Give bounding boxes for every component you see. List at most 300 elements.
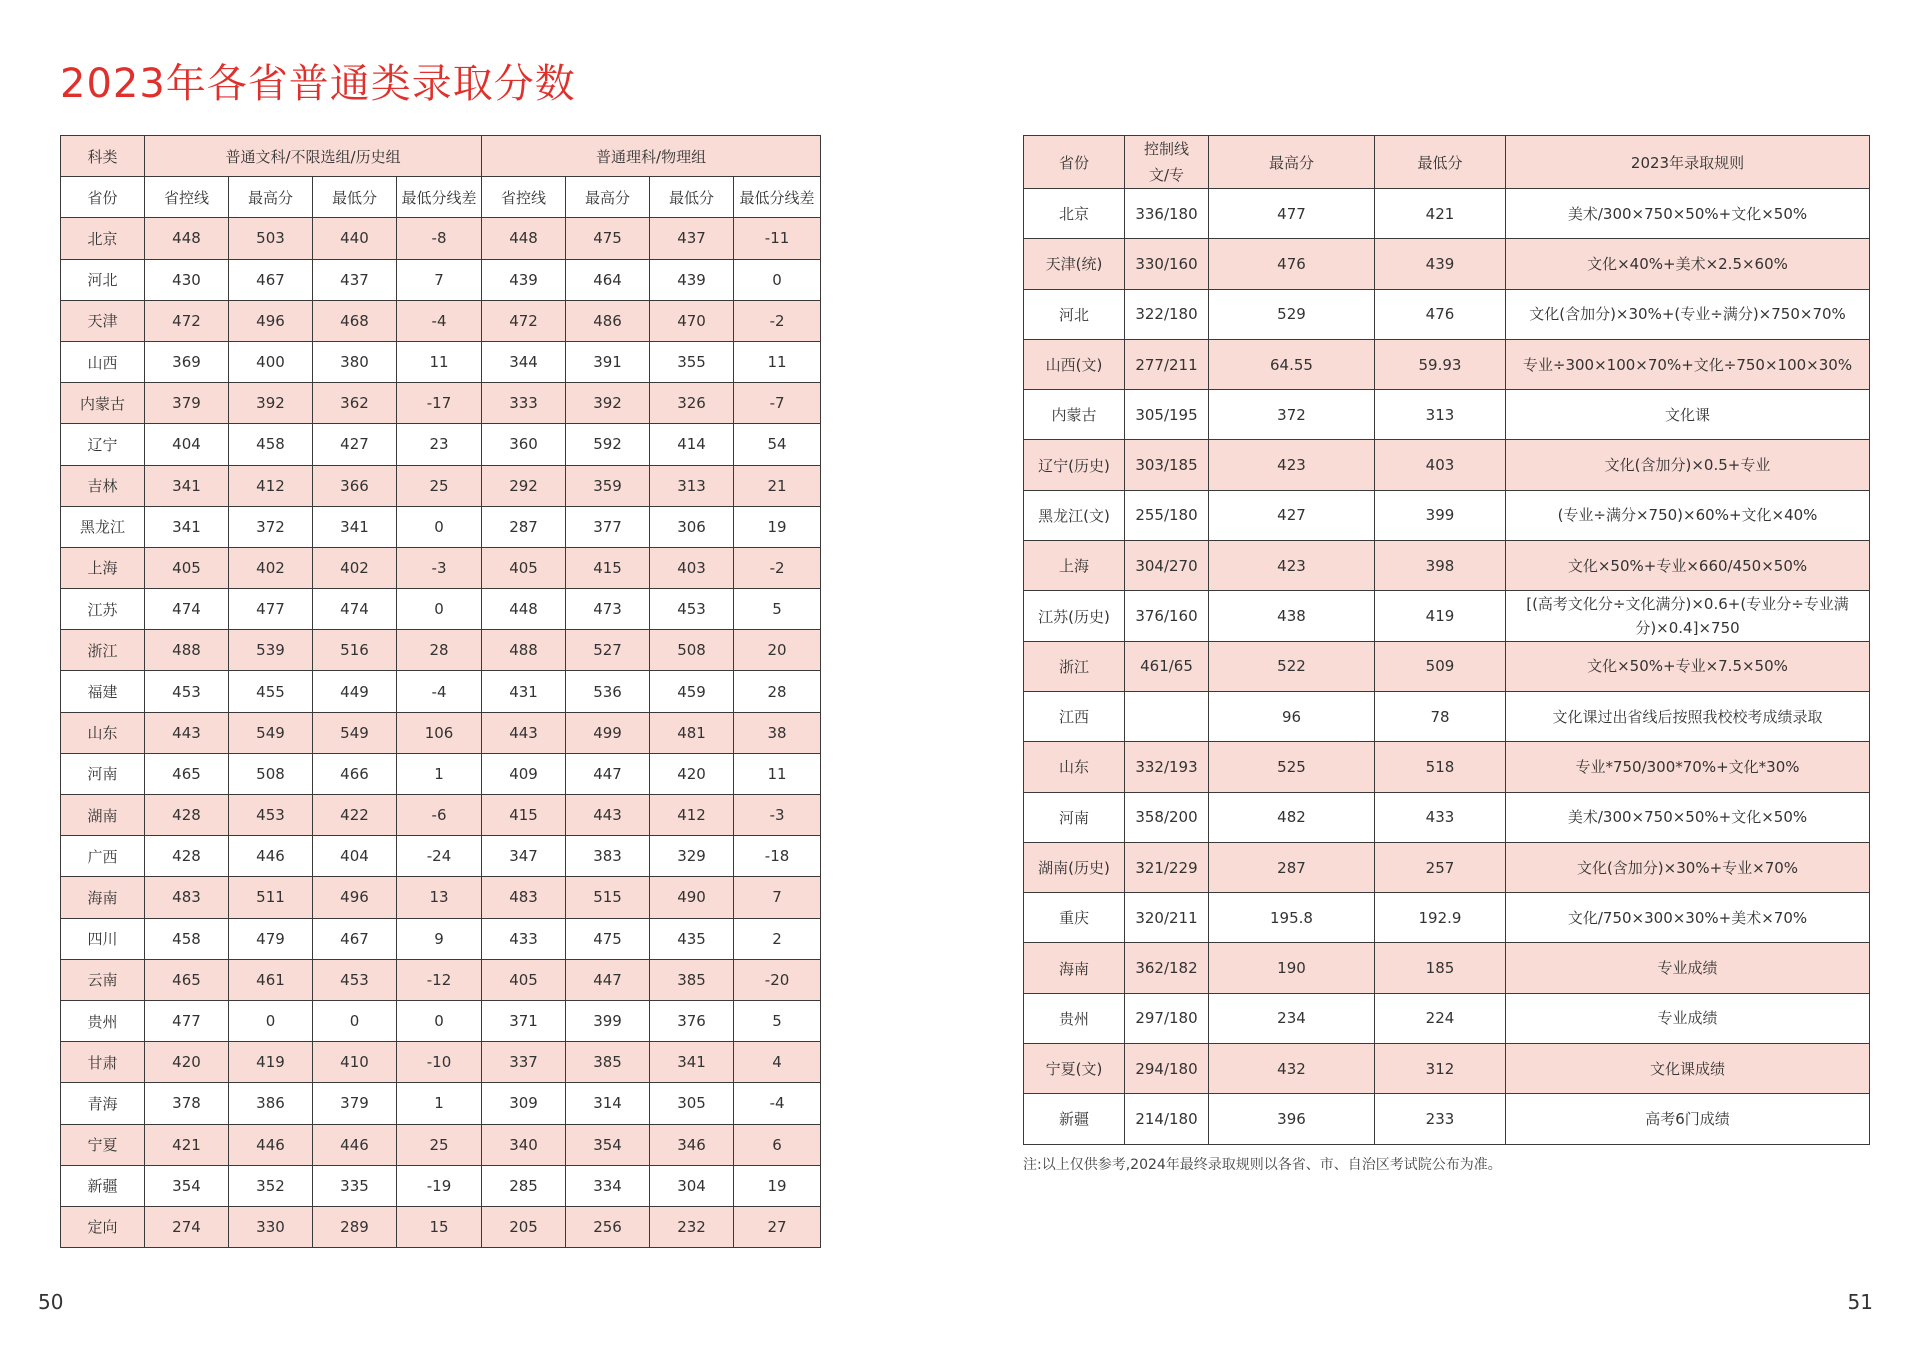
cell-min-1: 446 xyxy=(313,1124,397,1165)
cell-control-line-2: 360 xyxy=(482,424,566,465)
cell-min-2: 355 xyxy=(650,341,734,382)
cell-min-1: 335 xyxy=(313,1165,397,1206)
cell-min-1: 453 xyxy=(313,959,397,1000)
table-row xyxy=(61,1124,821,1165)
cell-province: 辽宁 xyxy=(61,424,145,465)
cell-min-1: 341 xyxy=(313,506,397,547)
cell-province: 甘肃 xyxy=(61,1042,145,1083)
cell-province: 上海 xyxy=(61,547,145,588)
cell-province: 黑龙江 xyxy=(61,506,145,547)
header-category-label: 科类 xyxy=(61,136,145,177)
cell-max-2: 334 xyxy=(566,1165,650,1206)
table-row xyxy=(61,877,821,918)
page-number-left: 50 xyxy=(38,1290,64,1314)
cell-max-1: 503 xyxy=(229,218,313,259)
header-group-science: 普通理科/物理组 xyxy=(482,136,821,177)
table-row xyxy=(61,341,821,382)
cell-max-1: 467 xyxy=(229,259,313,300)
cell-rule: 文化(含加分)×30%+专业×70% xyxy=(1506,842,1870,892)
cell-diff-1: -24 xyxy=(397,836,482,877)
cell-diff-1: 28 xyxy=(397,630,482,671)
table-row xyxy=(61,547,821,588)
cell-province: 福建 xyxy=(61,671,145,712)
cell-min-2: 313 xyxy=(650,465,734,506)
header-col-max-1: 最高分 xyxy=(229,177,313,218)
cell-max-2: 499 xyxy=(566,712,650,753)
table-row xyxy=(61,1206,821,1247)
table-row xyxy=(1024,993,1870,1043)
cell-province: 海南 xyxy=(61,877,145,918)
cell-control-line-1: 430 xyxy=(145,259,229,300)
table-row xyxy=(61,959,821,1000)
cell-province: 重庆 xyxy=(1024,893,1125,943)
cell-control-line: 461/65 xyxy=(1125,641,1209,691)
cell-control-line-1: 405 xyxy=(145,547,229,588)
cell-control-line-1: 274 xyxy=(145,1206,229,1247)
cell-min-1: 410 xyxy=(313,1042,397,1083)
cell-control-line-2: 433 xyxy=(482,918,566,959)
cell-province: 江西 xyxy=(1024,691,1125,741)
cell-province: 宁夏 xyxy=(61,1124,145,1165)
cell-control-line-1: 378 xyxy=(145,1083,229,1124)
cell-diff-1: 106 xyxy=(397,712,482,753)
cell-min-1: 404 xyxy=(313,836,397,877)
cell-max-1: 477 xyxy=(229,589,313,630)
cell-diff-1: -10 xyxy=(397,1042,482,1083)
cell-rule: 文化×50%+专业×7.5×50% xyxy=(1506,641,1870,691)
cell-max-2: 475 xyxy=(566,218,650,259)
cell-max: 423 xyxy=(1209,541,1375,591)
cell-diff-2: 5 xyxy=(734,589,821,630)
cell-province: 上海 xyxy=(1024,541,1125,591)
cell-max-1: 386 xyxy=(229,1083,313,1124)
header-col-min-2: 最低分 xyxy=(650,177,734,218)
cell-min-2: 376 xyxy=(650,1000,734,1041)
cell-province: 四川 xyxy=(61,918,145,959)
cell-province: 江苏 xyxy=(61,589,145,630)
cell-province: 北京 xyxy=(61,218,145,259)
cell-province: 辽宁(历史) xyxy=(1024,440,1125,490)
cell-max-2: 447 xyxy=(566,753,650,794)
cell-diff-1: 0 xyxy=(397,506,482,547)
header-col-diff-2: 最低分线差 xyxy=(734,177,821,218)
cell-max-2: 473 xyxy=(566,589,650,630)
cell-province: 新疆 xyxy=(61,1165,145,1206)
cell-min: 403 xyxy=(1375,440,1506,490)
cell-max-1: 453 xyxy=(229,795,313,836)
cell-control-line-1: 354 xyxy=(145,1165,229,1206)
cell-control-line: 321/229 xyxy=(1125,842,1209,892)
table-row xyxy=(61,383,821,424)
table-row xyxy=(61,259,821,300)
table-row xyxy=(1024,842,1870,892)
cell-max-1: 508 xyxy=(229,753,313,794)
cell-control-line-1: 453 xyxy=(145,671,229,712)
left-page-title: 2023年各省普通类录取分数 xyxy=(60,61,576,107)
header-max: 最高分 xyxy=(1209,136,1375,189)
cell-diff-2: 2 xyxy=(734,918,821,959)
header-group-liberal-arts: 普通文科/不限选组/历史组 xyxy=(145,136,482,177)
cell-min: 509 xyxy=(1375,641,1506,691)
cell-min: 78 xyxy=(1375,691,1506,741)
cell-diff-2: -2 xyxy=(734,300,821,341)
table-row xyxy=(1024,591,1870,641)
cell-diff-2: 19 xyxy=(734,506,821,547)
cell-control-line-1: 341 xyxy=(145,506,229,547)
cell-min-1: 0 xyxy=(313,1000,397,1041)
cell-min: 185 xyxy=(1375,943,1506,993)
header-row xyxy=(1024,136,1870,189)
cell-max-2: 314 xyxy=(566,1083,650,1124)
cell-province: 北京 xyxy=(1024,189,1125,239)
cell-min-1: 440 xyxy=(313,218,397,259)
cell-diff-2: -7 xyxy=(734,383,821,424)
page-number-right: 51 xyxy=(1847,1290,1873,1314)
cell-control-line-2: 448 xyxy=(482,589,566,630)
cell-diff-1: 25 xyxy=(397,465,482,506)
cell-max-1: 549 xyxy=(229,712,313,753)
cell-control-line-2: 405 xyxy=(482,959,566,1000)
cell-province: 湖南(历史) xyxy=(1024,842,1125,892)
cell-min-1: 362 xyxy=(313,383,397,424)
table-row xyxy=(61,506,821,547)
cell-control-line-1: 443 xyxy=(145,712,229,753)
header-province: 省份 xyxy=(1024,136,1125,189)
cell-max-2: 527 xyxy=(566,630,650,671)
table-row xyxy=(1024,490,1870,540)
cell-control-line-1: 465 xyxy=(145,959,229,1000)
table-row xyxy=(1024,792,1870,842)
cell-max-2: 354 xyxy=(566,1124,650,1165)
cell-control-line: 305/195 xyxy=(1125,390,1209,440)
table-row xyxy=(61,712,821,753)
table-row xyxy=(1024,742,1870,792)
cell-max-2: 592 xyxy=(566,424,650,465)
table-row xyxy=(1024,289,1870,339)
cell-diff-2: -3 xyxy=(734,795,821,836)
cell-control-line-2: 483 xyxy=(482,877,566,918)
cell-control-line-1: 474 xyxy=(145,589,229,630)
cell-control-line-1: 428 xyxy=(145,836,229,877)
table-row xyxy=(1024,440,1870,490)
cell-control-line-1: 369 xyxy=(145,341,229,382)
header-col-control-line-2: 省控线 xyxy=(482,177,566,218)
cell-max-1: 372 xyxy=(229,506,313,547)
cell-diff-2: 38 xyxy=(734,712,821,753)
cell-max-1: 511 xyxy=(229,877,313,918)
cell-diff-1: 1 xyxy=(397,1083,482,1124)
cell-control-line: 277/211 xyxy=(1125,339,1209,389)
cell-diff-2: 19 xyxy=(734,1165,821,1206)
table-row xyxy=(61,1083,821,1124)
cell-max-2: 536 xyxy=(566,671,650,712)
cell-min-1: 496 xyxy=(313,877,397,918)
header-col-control-line-1: 省控线 xyxy=(145,177,229,218)
table-row xyxy=(61,671,821,712)
table-row xyxy=(61,424,821,465)
cell-control-line-1: 488 xyxy=(145,630,229,671)
cell-max-1: 352 xyxy=(229,1165,313,1206)
cell-max-2: 447 xyxy=(566,959,650,1000)
cell-control-line-1: 448 xyxy=(145,218,229,259)
cell-min-2: 470 xyxy=(650,300,734,341)
cell-rule: 文化×40%+美术×2.5×60% xyxy=(1506,239,1870,289)
table-row xyxy=(61,753,821,794)
cell-diff-2: 6 xyxy=(734,1124,821,1165)
cell-min-1: 366 xyxy=(313,465,397,506)
cell-rule: 专业*750/300*70%+文化*30% xyxy=(1506,742,1870,792)
cell-control-line-2: 415 xyxy=(482,795,566,836)
cell-control-line-2: 409 xyxy=(482,753,566,794)
cell-diff-2: 54 xyxy=(734,424,821,465)
table-row xyxy=(61,795,821,836)
cell-min-2: 329 xyxy=(650,836,734,877)
cell-rule: 美术/300×750×50%+文化×50% xyxy=(1506,792,1870,842)
cell-min-1: 379 xyxy=(313,1083,397,1124)
cell-diff-2: -20 xyxy=(734,959,821,1000)
cell-min-2: 420 xyxy=(650,753,734,794)
cell-rule: [(高考文化分÷文化满分)×0.6+(专业分÷专业满分)×0.4]×750 xyxy=(1506,591,1870,641)
cell-min-1: 467 xyxy=(313,918,397,959)
cell-province: 海南 xyxy=(1024,943,1125,993)
cell-max-1: 402 xyxy=(229,547,313,588)
cell-min: 518 xyxy=(1375,742,1506,792)
cell-max-2: 464 xyxy=(566,259,650,300)
cell-rule: 美术/300×750×50%+文化×50% xyxy=(1506,189,1870,239)
cell-min: 192.9 xyxy=(1375,893,1506,943)
header-col-diff-1: 最低分线差 xyxy=(397,177,482,218)
header-min: 最低分 xyxy=(1375,136,1506,189)
cell-max-2: 415 xyxy=(566,547,650,588)
table-row xyxy=(61,918,821,959)
cell-province: 山东 xyxy=(1024,742,1125,792)
cell-max-1: 539 xyxy=(229,630,313,671)
table-row xyxy=(61,1165,821,1206)
cell-max-1: 446 xyxy=(229,836,313,877)
cell-control-line-1: 404 xyxy=(145,424,229,465)
cell-control-line-2: 333 xyxy=(482,383,566,424)
cell-province: 宁夏(文) xyxy=(1024,1044,1125,1094)
cell-max: 190 xyxy=(1209,943,1375,993)
cell-max: 96 xyxy=(1209,691,1375,741)
header-rule: 2023年录取规则 xyxy=(1506,136,1870,189)
table-row xyxy=(1024,541,1870,591)
cell-min: 312 xyxy=(1375,1044,1506,1094)
cell-diff-2: 11 xyxy=(734,753,821,794)
cell-max-1: 392 xyxy=(229,383,313,424)
cell-province: 浙江 xyxy=(1024,641,1125,691)
cell-min-2: 414 xyxy=(650,424,734,465)
cell-max: 372 xyxy=(1209,390,1375,440)
cell-diff-2: -11 xyxy=(734,218,821,259)
cell-max-2: 359 xyxy=(566,465,650,506)
cell-min-2: 346 xyxy=(650,1124,734,1165)
cell-min: 224 xyxy=(1375,993,1506,1043)
cell-rule: 专业÷300×100×70%+文化÷750×100×30% xyxy=(1506,339,1870,389)
cell-diff-2: 4 xyxy=(734,1042,821,1083)
cell-min: 419 xyxy=(1375,591,1506,641)
cell-max-1: 446 xyxy=(229,1124,313,1165)
cell-min: 398 xyxy=(1375,541,1506,591)
cell-rule: 专业成绩 xyxy=(1506,993,1870,1043)
cell-province: 吉林 xyxy=(61,465,145,506)
cell-control-line: 214/180 xyxy=(1125,1094,1209,1144)
cell-min-2: 435 xyxy=(650,918,734,959)
cell-max-2: 377 xyxy=(566,506,650,547)
table-row xyxy=(61,836,821,877)
cell-min: 257 xyxy=(1375,842,1506,892)
cell-control-line-2: 448 xyxy=(482,218,566,259)
cell-province: 定向 xyxy=(61,1206,145,1247)
table-row xyxy=(61,1042,821,1083)
cell-control-line-2: 309 xyxy=(482,1083,566,1124)
cell-diff-1: -8 xyxy=(397,218,482,259)
table-row xyxy=(1024,189,1870,239)
cell-diff-2: 20 xyxy=(734,630,821,671)
table-row xyxy=(61,630,821,671)
cell-min-2: 232 xyxy=(650,1206,734,1247)
cell-min-1: 466 xyxy=(313,753,397,794)
cell-min-2: 459 xyxy=(650,671,734,712)
cell-control-line: 358/200 xyxy=(1125,792,1209,842)
cell-min: 399 xyxy=(1375,490,1506,540)
cell-control-line-1: 421 xyxy=(145,1124,229,1165)
cell-max: 427 xyxy=(1209,490,1375,540)
cell-control-line: 330/160 xyxy=(1125,239,1209,289)
cell-max-2: 392 xyxy=(566,383,650,424)
cell-min-2: 508 xyxy=(650,630,734,671)
cell-min: 59.93 xyxy=(1375,339,1506,389)
cell-max-2: 399 xyxy=(566,1000,650,1041)
cell-province: 广西 xyxy=(61,836,145,877)
cell-min: 313 xyxy=(1375,390,1506,440)
cell-control-line: 322/180 xyxy=(1125,289,1209,339)
cell-max: 529 xyxy=(1209,289,1375,339)
cell-province: 云南 xyxy=(61,959,145,1000)
cell-control-line-1: 483 xyxy=(145,877,229,918)
table-row xyxy=(1024,1044,1870,1094)
header-row-columns xyxy=(61,177,821,218)
cell-min-1: 422 xyxy=(313,795,397,836)
cell-province: 天津(统) xyxy=(1024,239,1125,289)
header-col-max-2: 最高分 xyxy=(566,177,650,218)
cell-diff-2: 27 xyxy=(734,1206,821,1247)
cell-rule: 专业成绩 xyxy=(1506,943,1870,993)
cell-control-line-2: 344 xyxy=(482,341,566,382)
cell-max: 432 xyxy=(1209,1044,1375,1094)
cell-max-1: 400 xyxy=(229,341,313,382)
cell-diff-1: -3 xyxy=(397,547,482,588)
header-row-groups xyxy=(61,136,821,177)
cell-control-line-1: 341 xyxy=(145,465,229,506)
cell-control-line: 255/180 xyxy=(1125,490,1209,540)
cell-diff-1: 25 xyxy=(397,1124,482,1165)
cell-max: 438 xyxy=(1209,591,1375,641)
table-row xyxy=(1024,893,1870,943)
cell-max-1: 496 xyxy=(229,300,313,341)
cell-min-2: 439 xyxy=(650,259,734,300)
cell-max: 423 xyxy=(1209,440,1375,490)
cell-rule: 文化(含加分)×30%+(专业÷满分)×750×70% xyxy=(1506,289,1870,339)
cell-control-line-1: 458 xyxy=(145,918,229,959)
cell-diff-2: -2 xyxy=(734,547,821,588)
cell-min-2: 403 xyxy=(650,547,734,588)
cell-province: 山西 xyxy=(61,341,145,382)
cell-control-line-2: 488 xyxy=(482,630,566,671)
cell-control-line-2: 287 xyxy=(482,506,566,547)
cell-max-2: 475 xyxy=(566,918,650,959)
table-row xyxy=(1024,339,1870,389)
cell-control-line: 303/185 xyxy=(1125,440,1209,490)
cell-province: 山西(文) xyxy=(1024,339,1125,389)
cell-min-1: 380 xyxy=(313,341,397,382)
cell-diff-2: 21 xyxy=(734,465,821,506)
cell-province: 新疆 xyxy=(1024,1094,1125,1144)
cell-max: 477 xyxy=(1209,189,1375,239)
cell-max-1: 330 xyxy=(229,1206,313,1247)
cell-max-2: 486 xyxy=(566,300,650,341)
cell-min-1: 402 xyxy=(313,547,397,588)
cell-min-2: 341 xyxy=(650,1042,734,1083)
cell-max: 287 xyxy=(1209,842,1375,892)
cell-min-2: 453 xyxy=(650,589,734,630)
cell-min-1: 437 xyxy=(313,259,397,300)
cell-diff-1: -19 xyxy=(397,1165,482,1206)
cell-control-line-2: 431 xyxy=(482,671,566,712)
cell-rule: 文化×50%+专业×660/450×50% xyxy=(1506,541,1870,591)
cell-diff-1: 0 xyxy=(397,1000,482,1041)
table-row xyxy=(1024,641,1870,691)
footnote: 注:以上仅供参考,2024年最终录取规则以各省、市、自治区考试院公布为准。 xyxy=(1023,1157,1502,1173)
cell-control-line-2: 205 xyxy=(482,1206,566,1247)
cell-diff-1: -6 xyxy=(397,795,482,836)
cell-min-2: 385 xyxy=(650,959,734,1000)
cell-diff-2: 28 xyxy=(734,671,821,712)
cell-control-line-2: 371 xyxy=(482,1000,566,1041)
cell-control-line: 304/270 xyxy=(1125,541,1209,591)
cell-max-2: 256 xyxy=(566,1206,650,1247)
cell-diff-1: 0 xyxy=(397,589,482,630)
cell-max-1: 0 xyxy=(229,1000,313,1041)
header-control-line-text: 控制线 文/专 xyxy=(1143,140,1189,184)
cell-control-line: 297/180 xyxy=(1125,993,1209,1043)
cell-min-1: 427 xyxy=(313,424,397,465)
cell-province: 贵州 xyxy=(1024,993,1125,1043)
cell-max-1: 458 xyxy=(229,424,313,465)
table-row xyxy=(61,465,821,506)
cell-province: 河北 xyxy=(61,259,145,300)
cell-rule: (专业÷满分×750)×60%+文化×40% xyxy=(1506,490,1870,540)
cell-diff-2: -4 xyxy=(734,1083,821,1124)
cell-max-2: 383 xyxy=(566,836,650,877)
cell-diff-1: 15 xyxy=(397,1206,482,1247)
general-admission-table xyxy=(60,135,821,1248)
table-row xyxy=(1024,943,1870,993)
cell-control-line-2: 292 xyxy=(482,465,566,506)
cell-diff-2: 0 xyxy=(734,259,821,300)
cell-province: 贵州 xyxy=(61,1000,145,1041)
cell-max-2: 391 xyxy=(566,341,650,382)
cell-max-2: 385 xyxy=(566,1042,650,1083)
cell-province: 天津 xyxy=(61,300,145,341)
cell-max-1: 479 xyxy=(229,918,313,959)
cell-province: 青海 xyxy=(61,1083,145,1124)
cell-min: 421 xyxy=(1375,189,1506,239)
cell-diff-1: 1 xyxy=(397,753,482,794)
cell-min-2: 481 xyxy=(650,712,734,753)
cell-control-line-2: 340 xyxy=(482,1124,566,1165)
cell-max-1: 419 xyxy=(229,1042,313,1083)
